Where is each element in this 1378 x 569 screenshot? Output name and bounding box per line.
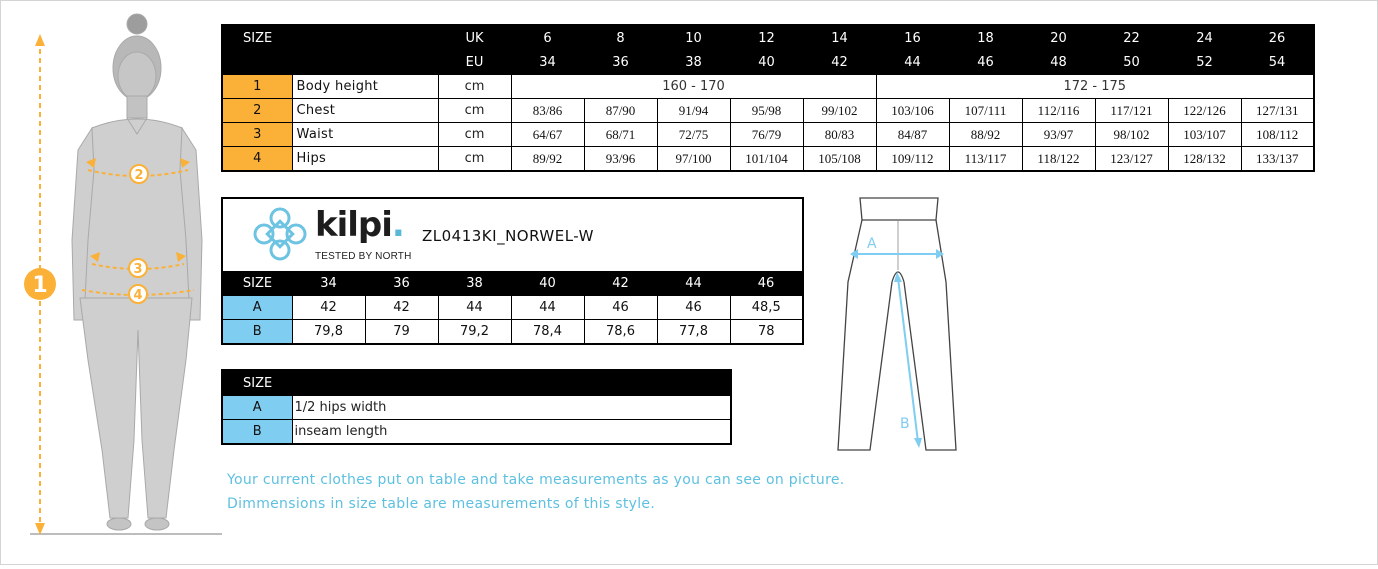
- marker-2-label: 2: [134, 168, 144, 183]
- row-number: 4: [222, 147, 292, 172]
- eu-size: 40: [511, 271, 584, 296]
- size-value: 97/100: [657, 147, 730, 172]
- size-value: 112/116: [1022, 99, 1095, 123]
- measurement-b-row: [222, 320, 803, 345]
- measurement-value: 79,8: [292, 320, 365, 345]
- eu-label: EU: [438, 50, 511, 75]
- row-label: Waist: [292, 123, 438, 147]
- body-figure-illustration: [0, 0, 230, 565]
- brand-logo-word: [315, 205, 404, 245]
- legend-description: 1/2 hips width: [292, 396, 731, 420]
- row-label: Chest: [292, 99, 438, 123]
- header-spacer: [222, 50, 438, 75]
- legend-description: inseam length: [292, 420, 731, 445]
- measurement-value: 48,5: [730, 296, 803, 320]
- eu-size: 54: [1241, 50, 1314, 75]
- uk-size: 10: [657, 25, 730, 50]
- size-value: 103/107: [1168, 123, 1241, 147]
- size-value: 93/97: [1022, 123, 1095, 147]
- size-value: 101/104: [730, 147, 803, 172]
- eu-size: 36: [584, 50, 657, 75]
- measurement-value: 79: [365, 320, 438, 345]
- eu-size: 44: [657, 271, 730, 296]
- brand-dot: .: [391, 205, 404, 245]
- row-number: 3: [222, 123, 292, 147]
- eu-size: 34: [511, 50, 584, 75]
- row-unit: cm: [438, 99, 511, 123]
- eu-size: 44: [876, 50, 949, 75]
- uk-size: 24: [1168, 25, 1241, 50]
- uk-size: 26: [1241, 25, 1314, 50]
- size-value: 103/106: [876, 99, 949, 123]
- measurement-value: 44: [438, 296, 511, 320]
- measurement-instruction-note: Your current clothes put on table and take measurements as you can see on picture.: [227, 472, 845, 488]
- hips-row: [222, 147, 1314, 172]
- measurement-value: 77,8: [657, 320, 730, 345]
- size-value: 128/132: [1168, 147, 1241, 172]
- size-value: 88/92: [949, 123, 1022, 147]
- eu-size: 34: [292, 271, 365, 296]
- size-value: 133/137: [1241, 147, 1314, 172]
- brand-row: [222, 198, 803, 271]
- marker-1-label: 1: [32, 273, 48, 298]
- height-range: 172 - 175: [876, 75, 1314, 99]
- measurement-value: 78,4: [511, 320, 584, 345]
- eu-size: 50: [1095, 50, 1168, 75]
- uk-size: 16: [876, 25, 949, 50]
- waist-row: [222, 123, 1314, 147]
- size-value: 72/75: [657, 123, 730, 147]
- size-header: SIZE: [222, 370, 731, 396]
- size-value: 105/108: [803, 147, 876, 172]
- marker-4-label: 4: [133, 288, 143, 303]
- row-unit: cm: [438, 147, 511, 172]
- row-unit: cm: [438, 75, 511, 99]
- size-value: 64/67: [511, 123, 584, 147]
- brand-block: [223, 199, 802, 271]
- uk-size: 20: [1022, 25, 1095, 50]
- uk-size: 22: [1095, 25, 1168, 50]
- size-value: 83/86: [511, 99, 584, 123]
- uk-size-row: [222, 25, 1314, 50]
- row-number: 1: [222, 75, 292, 99]
- legend-row-a: [222, 396, 731, 420]
- size-value: 107/111: [949, 99, 1022, 123]
- body-figure: [0, 0, 230, 565]
- eu-size: 52: [1168, 50, 1241, 75]
- marker-3-label: 3: [133, 262, 143, 277]
- size-value: 68/71: [584, 123, 657, 147]
- measurement-a-row: [222, 296, 803, 320]
- measurement-value: 46: [584, 296, 657, 320]
- size-chart-table: [221, 24, 1315, 172]
- size-value: 80/83: [803, 123, 876, 147]
- eu-size-row: [222, 50, 1314, 75]
- brand-tagline: TESTED BY NORTH: [315, 251, 412, 262]
- product-size-header-row: [222, 271, 803, 296]
- uk-size: 8: [584, 25, 657, 50]
- size-value: 99/102: [803, 99, 876, 123]
- measurement-value: 78,6: [584, 320, 657, 345]
- product-code: ZL0413KI_NORWEL-W: [422, 227, 594, 245]
- size-value: 109/112: [876, 147, 949, 172]
- brand-cell: [222, 198, 803, 271]
- eu-size: 46: [730, 271, 803, 296]
- row-number: 2: [222, 99, 292, 123]
- chest-row: [222, 99, 1314, 123]
- size-value: 127/131: [1241, 99, 1314, 123]
- height-range: 160 - 170: [511, 75, 876, 99]
- product-measurements-table: [221, 197, 804, 345]
- row-label: A: [222, 296, 292, 320]
- row-label: Hips: [292, 147, 438, 172]
- row-label: Body height: [292, 75, 438, 99]
- size-value: 117/121: [1095, 99, 1168, 123]
- eu-size: 46: [949, 50, 1022, 75]
- eu-size: 36: [365, 271, 438, 296]
- measurement-value: 46: [657, 296, 730, 320]
- eu-size: 42: [803, 50, 876, 75]
- measurement-value: 79,2: [438, 320, 511, 345]
- size-value: 91/94: [657, 99, 730, 123]
- uk-size: 12: [730, 25, 803, 50]
- size-value: 89/92: [511, 147, 584, 172]
- size-value: 76/79: [730, 123, 803, 147]
- legend-header-row: [222, 370, 731, 396]
- pants-marker-b: B: [900, 416, 910, 432]
- size-value: 123/127: [1095, 147, 1168, 172]
- dimensions-note: Dimmensions in size table are measurements of this style.: [227, 496, 656, 512]
- size-value: 84/87: [876, 123, 949, 147]
- size-header: SIZE: [222, 25, 438, 50]
- eu-size: 42: [584, 271, 657, 296]
- size-value: 93/96: [584, 147, 657, 172]
- pants-illustration: [830, 192, 970, 457]
- row-unit: cm: [438, 123, 511, 147]
- size-value: 95/98: [730, 99, 803, 123]
- pants-marker-a: A: [867, 236, 877, 252]
- eu-size: 40: [730, 50, 803, 75]
- measurement-value: 44: [511, 296, 584, 320]
- eu-size: 38: [657, 50, 730, 75]
- eu-size: 48: [1022, 50, 1095, 75]
- uk-size: 6: [511, 25, 584, 50]
- legend-label: B: [222, 420, 292, 445]
- legend-label: A: [222, 396, 292, 420]
- legend-row-b: [222, 420, 731, 445]
- measurement-value: 42: [292, 296, 365, 320]
- eu-size: 38: [438, 271, 511, 296]
- uk-size: 14: [803, 25, 876, 50]
- measurement-value: 42: [365, 296, 438, 320]
- size-value: 98/102: [1095, 123, 1168, 147]
- kilpi-knot-icon: [249, 203, 311, 265]
- size-value: 122/126: [1168, 99, 1241, 123]
- size-value: 118/122: [1022, 147, 1095, 172]
- measurement-legend-table: [221, 369, 732, 445]
- uk-size: 18: [949, 25, 1022, 50]
- size-header: SIZE: [222, 271, 292, 296]
- size-value: 113/117: [949, 147, 1022, 172]
- size-value: 87/90: [584, 99, 657, 123]
- uk-label: UK: [438, 25, 511, 50]
- body-height-row: [222, 75, 1314, 99]
- pants-diagram: [830, 192, 970, 457]
- brand-name: kilpi: [315, 205, 392, 245]
- row-label: B: [222, 320, 292, 345]
- size-value: 108/112: [1241, 123, 1314, 147]
- measurement-value: 78: [730, 320, 803, 345]
